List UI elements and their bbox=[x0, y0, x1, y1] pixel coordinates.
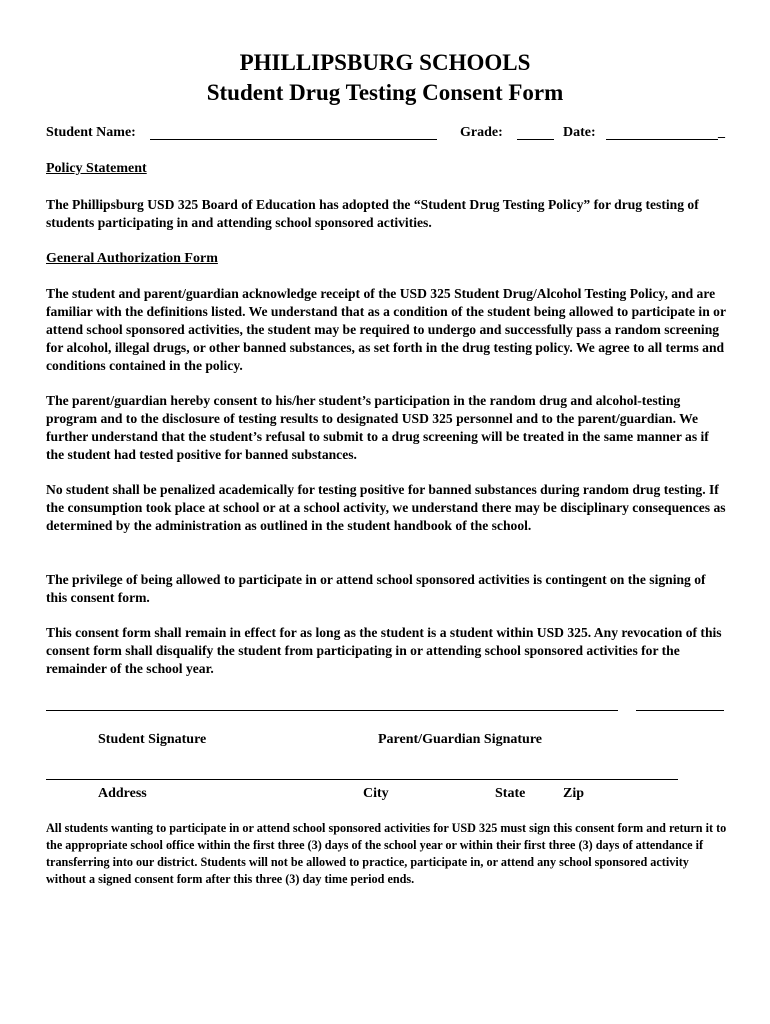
city-label: City bbox=[363, 786, 389, 801]
duration-paragraph: This consent form shall remain in effect for as long as the student is a student within USD 325. Any revocation of this consent form shall disqualify the student from participating in or attending school sponsored activities for the remainder of the school year. bbox=[46, 625, 722, 676]
footer-note: All students wanting to participate in or attend school sponsored activities for USD 325 must sign this consent form and return it to the appropriate school office within the first three (3) days of the school year or within their first three (3) days of attendance if transferring into our district. Students will not be allowed to practice, participate in, or attend any school sponsored activity without a signed consent form after this three (3) day time period ends. bbox=[46, 821, 727, 886]
penalty-paragraph: No student shall be penalized academically for testing positive for banned substances during random drug testing. If the consumption took place at school or at a school activity, we understand there may be disciplinary consequences as determined by the administration as outlined in the student handbook of the school. bbox=[46, 482, 726, 533]
signature-date-line[interactable] bbox=[636, 710, 724, 711]
state-label: State bbox=[495, 786, 526, 801]
form-title: Student Drug Testing Consent Form bbox=[206, 80, 564, 105]
grade-field[interactable] bbox=[517, 139, 554, 140]
date-label: Date: bbox=[563, 125, 596, 140]
zip-label: Zip bbox=[563, 786, 585, 801]
parent-signature-label: Parent/Guardian Signature bbox=[378, 732, 543, 747]
signature-line[interactable] bbox=[46, 710, 618, 711]
grade-label: Grade: bbox=[460, 125, 503, 140]
policy-heading: Policy Statement bbox=[46, 161, 147, 176]
policy-text: The Phillipsburg USD 325 Board of Education has adopted the “Student Drug Testing Policy” for drug testing of students participating in and attending school sponsored activities. bbox=[46, 197, 699, 230]
address-line[interactable] bbox=[46, 779, 678, 780]
address-label: Address bbox=[98, 786, 147, 801]
student-name-field[interactable] bbox=[150, 139, 437, 140]
school-name: PHILLIPSBURG SCHOOLS bbox=[239, 50, 531, 75]
privilege-paragraph: The privilege of being allowed to participate in or attend school sponsored activities is contingent on the signing of this consent form. bbox=[46, 572, 706, 605]
student-signature-label: Student Signature bbox=[98, 732, 207, 747]
authorization-heading: General Authorization Form bbox=[46, 251, 218, 266]
date-field[interactable] bbox=[606, 139, 718, 140]
authorization-paragraph: The student and parent/guardian acknowledge receipt of the USD 325 Student Drug/Alcohol Testing Policy, and are familiar with the definitions listed. We understand that as a condition of the student being allowed to participate in or attend school sponsored activities, the student may be required to undergo and successfully pass a random screening for alcohol, illegal drugs, or other banned substances, as set forth in the drug testing policy. We agree to all terms and conditions contained in the policy. bbox=[46, 286, 726, 373]
date-trailing-mark: _ bbox=[718, 125, 725, 140]
consent-paragraph: The parent/guardian hereby consent to his/her student’s participation in the random drug and alcohol-testing program and to the disclosure of testing results to designated USD 325 personnel and to the parent/guardian. We further understand that the student’s refusal to submit to a drug screening will be treated in the same manner as if the student had tested positive for banned substances. bbox=[46, 393, 709, 462]
student-name-label: Student Name: bbox=[46, 125, 136, 140]
